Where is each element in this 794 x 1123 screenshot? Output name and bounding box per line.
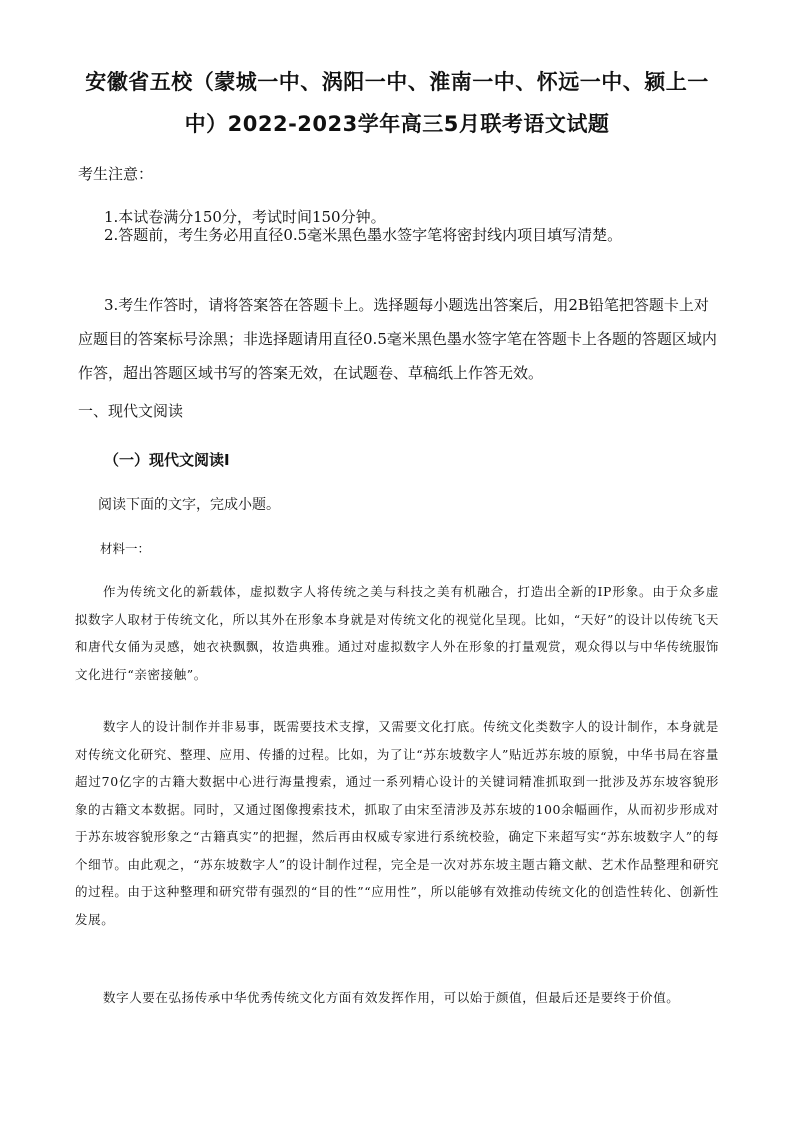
- page-title-line-2: 中）2022-2023学年高三5月联考语文试题: [184, 112, 610, 136]
- reading-instruction: 阅读下面的文字，完成小题。: [98, 497, 280, 513]
- notice-rule-1: 1.本试卷满分150分，考试时间150分钟。: [104, 208, 386, 226]
- material-label: 材料一：: [100, 541, 151, 556]
- material-paragraph-3: 数字人要在弘扬传承中华优秀传统文化方面有效发挥作用，可以始于颜值，但最后还是要终于价值。: [103, 990, 680, 1005]
- material-paragraph-1: 作为传统文化的新载体，虚拟数字人将传统之美与科技之美有机融合，打造出全新的IP形象。由于众多虚拟数字人取材于传统文化，所以其外在形象本身就是对传统文化的视觉化呈现。比如，“天好”的设计以传统飞天和唐代女俑为灵感，她衣袂飘飘，妆造典雅。通过对虚拟数字人外在形象的打量观赏，观众得以与中华传统服饰文化进行“亲密接触”。: [75, 584, 719, 682]
- material-paragraph-2: 数字人的设计制作并非易事，既需要技术支撑，又需要文化打底。传统文化类数字人的设计制作，本身就是对传统文化研究、整理、应用、传播的过程。比如，为了让“苏东坡数字人”贴近苏东坡的原貌，中华书局在容量超过70亿字的古籍大数据中心进行海量搜索，通过一系列精心设计的关键词精准抓取到一批涉及苏东坡容貌形象的古籍文本数据。同时，又通过图像搜索技术，抓取了由宋至清涉及苏东坡的100余幅画作，从而初步形成对于苏东坡容貌形象之“古籍真实”的把握，然后再由权威专家进行系统校验，确定下来超写实“苏东坡数字人”的每个细节。由此观之，“苏东坡数字人”的设计制作过程，完全是一次对苏东坡主题古籍文献、艺术作品整理和研究的过程。由于这种整理和研究带有强烈的“目的性”“应用性”，所以能够有效推动传统文化的创造性转化、创新性发展。: [75, 719, 719, 927]
- subsection-heading: （一）现代文阅读Ⅰ: [104, 451, 230, 469]
- page-title-line-1: 安徽省五校（蒙城一中、涡阳一中、淮南一中、怀远一中、颍上一: [85, 70, 709, 94]
- notice-heading: 考生注意：: [78, 165, 154, 183]
- notice-rule-3: 3.考生作答时，请将答案答在答题卡上。选择题每小题选出答案后，用2B铅笔把答题卡上对应题目的答案标号涂黑；非选择题请用直径0.5毫米黑色墨水签字笔在答题卡上各题的答题区域内作答，超出答题区域书写的答案无效，在试题卷、草稿纸上作答无效。: [78, 296, 717, 382]
- notice-rule-2: 2.答题前，考生务必用直径0.5毫米黑色墨水签字笔将密封线内项目填写清楚。: [104, 226, 623, 244]
- section-heading: 一、现代文阅读: [78, 402, 184, 420]
